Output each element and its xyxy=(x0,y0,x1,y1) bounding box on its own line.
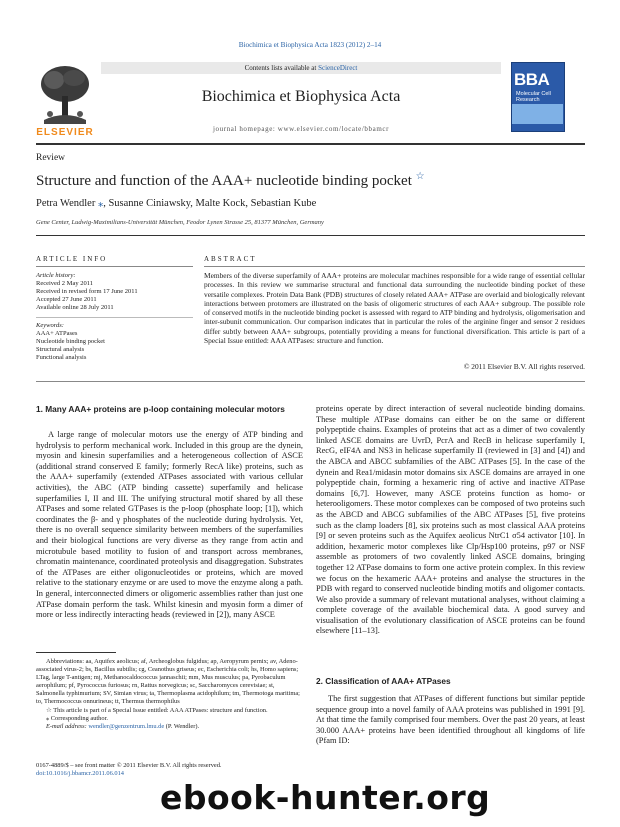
issn-line: 0167-4889/$ – see front matter © 2011 Elsevier B.V. All rights reserved. xyxy=(36,762,222,769)
keyword: AAA+ ATPases xyxy=(36,330,78,337)
keywords-rule xyxy=(36,317,193,318)
section-1-text: A large range of molecular motors use the energy of ATP binding and hydrolysis to perform mechanical work. Included in this group are the dynein, myosin and kinesin superfamilies and a heterogeneous collection of ASCE (additional strand conserved E family; formerly RecA like) proteins, such as the AAA+ superfamily (extended ATPases associated with various cellular activities), the ABC (ATP binding cassette) superfamily and helicase superfamilies I, II and III. The unifying structural motif shared by all these ATPases and some related GTPases is the p-loop (phosphate loop; [1]), which coordinates the β- and γ phosphates of the nucleotide during hydrolysis. Yet, there is no overall sequence similarity between members of the superfamilies and their biological functions are very diverse as they range from actin and microtubule based motility to fusion of and transport across membranes, chromatin maintenance, coordinated proteolysis and disaggregation. Substrates of the ATPases are either oligonucleotides or proteins, which are moved relative to the stationary enzyme or are used to move the enzyme along a path. In general, interconnected dimers or oligomeric assemblies rather than just one ATPase domain perform the task. Whilst kinesin and myosin form a dimer of more or less indirectly interacting heads (reviewed in [2]), many ASCE xyxy=(36,430,303,620)
sciencedirect-link[interactable]: ScienceDirect xyxy=(318,64,358,72)
title-footnote-star-icon[interactable]: ☆ xyxy=(415,171,425,182)
paper-title xyxy=(36,171,425,190)
article-info-heading: ARTICLE INFO xyxy=(36,255,108,263)
email-link[interactable]: wendler@genzentrum.lmu.de xyxy=(88,722,165,730)
copyright: © 2011 Elsevier B.V. All rights reserved. xyxy=(463,362,585,371)
watermark: ebook-hunter.org xyxy=(160,778,491,817)
journal-homepage[interactable]: journal homepage: www.elsevier.com/locate/bbamcr xyxy=(212,125,390,133)
corresponding-author-mark[interactable]: ⁎ xyxy=(95,198,104,209)
abstract-rule xyxy=(204,266,585,267)
journal-reference[interactable]: Biochimica et Biophysica Acta 1823 (2012) 2–14 xyxy=(238,41,382,49)
section-2-heading: 2. Classification of AAA+ ATPases xyxy=(316,676,451,686)
keyword: Nucleotide binding pocket xyxy=(36,338,105,345)
contents-available-bar xyxy=(101,62,501,74)
email-suffix: (P. Wendler). xyxy=(164,722,200,730)
abstract-heading: ABSTRACT xyxy=(204,255,257,263)
abstract-text: Members of the diverse superfamily of AAA+ proteins are molecular machines responsible for a wide range of essential cellular processes. In this review we summarise structural and functional data surrounding the nucleotide binding pocket of these versatile complexes. Protein Data Bank (PDB) structures of closely related AAA+ ATPase are overlaid and biologically relevant interactions between protomers are illustrated on the basis of oligomeric structures of each AAA+ subgroup. The possible role of conserved motifs in the nucleotide binding pocket is assessed with regard to ATP binding and hydrolysis, oligomerisation and inter-subunit communication. Our comparison indicates that in particular the roles of the arginine finger and sensor 2 residues differ subtly between AAA+ subgroups, potentially providing a means for functional diversification. This article is part of a Special Issue entitled: AAA ATPases: structure and function. xyxy=(204,271,585,346)
history-label: Article history: xyxy=(36,272,76,279)
cover-subtitle: Molecular Cell Research xyxy=(516,91,551,103)
corresponding-author-note: ⁎ Corresponding author. xyxy=(46,714,108,722)
contents-prefix: Contents lists available at xyxy=(244,64,319,72)
first-author: Petra Wendler xyxy=(36,198,96,209)
doi-link[interactable]: doi:10.1016/j.bbamcr.2011.06.014 xyxy=(36,770,124,778)
elsevier-wordmark: ELSEVIER xyxy=(36,127,94,138)
abbreviations-note: Abbreviations: aa, Aquifex aeolicus; af, Archeoglobus fulgidus; ap, Aeropyrum pernix; av, Adeno-associated virus-2; bs, Bacillus subtilis; cg, Ceanothus griseus; ec, Escherichia coli; hs, Homo sapiens; LTag, large T-antigen; mj, Methanocaldococcus jannaschii; mm, Mus musculus; pa, Pyrobaculum aerophilum; pf, Pyrococcus furiosus; rn, Rattus norvegicus; sc, Saccharomyces cerevisiae; st, Salmonella typhimurium; SV, Simian virus; ta, Thermoplasma acidophilum; tm, Thermotoga maritima; to, Thermococcus onnurineus; tt, Thermus thermophilus xyxy=(36,658,300,706)
keywords-label: Keywords: xyxy=(36,322,64,329)
affiliation: Gene Center, Ludwig-Maximilians-Universität München, Feodor Lynen Strasse 25, 81377 München, Germany xyxy=(36,219,324,226)
section-2-text: The first suggestion that ATPases of different functions but similar peptide sequence group into a novel family of AAA proteins was published in 1991 [9]. At that time the family comprised four members. Over the past 20 years, at least 30.000 AAA+ proteins have been identified throughout all kingdoms of life (Pfam ID: xyxy=(316,694,585,746)
special-issue-note: ☆ This article is part of a Special Issue entitled: AAA ATPases: structure and function. xyxy=(46,706,268,714)
journal-title: Biochimica et Biophysica Acta xyxy=(201,88,401,105)
keyword: Functional analysis xyxy=(36,354,87,361)
section-1-heading: 1. Many AAA+ proteins are p-loop containing molecular motors xyxy=(36,404,285,414)
history-item: Received 2 May 2011 xyxy=(36,280,93,287)
cover-band xyxy=(512,104,563,124)
title-rule xyxy=(36,235,585,236)
author-list xyxy=(36,197,316,209)
cover-title: BBA xyxy=(514,70,550,89)
issn-block xyxy=(36,762,222,778)
footnote-rule xyxy=(36,652,116,653)
paper-title-text: Structure and function of the AAA+ nucleotide binding pocket xyxy=(36,173,412,189)
header-rule xyxy=(36,143,585,145)
elsevier-tree-logo xyxy=(36,62,94,136)
article-type: Review xyxy=(36,153,66,163)
history-item: Available online 28 July 2011 xyxy=(36,304,114,311)
abstract-end-rule xyxy=(36,381,585,382)
history-item: Received in revised form 17 June 2011 xyxy=(36,288,138,295)
column-2-text: proteins operate by direct interaction of several nucleotide binding domains. These multiple ATPase domains can either be on the same or different polypeptide chains. Examples of proteins that act as a dimer of two covalently linked ASCE domains are UvrD, PcrA and RecB in helicase superfamily I, RecG, eIF4A and NS3 in helicase superfamily II (reviewed in [3] and [4]) and the ABCA and ABCC subfamilies of the ABC ATPases [5]. In the case of the dynein and Rea1/midasin motor domains six ASCE domains are arrayed in one polypeptide chain, forming a hexameric ring of active and inactive ATPase domains [6,7]. However, many ASCE proteins function as homo- or heterooligomers. These motor complexes can be composed of two proteins such as the ABCD and ABCG subfamilies of the ABC ATPases [5], five proteins such as the clamp loaders [8], six proteins such as most classical AAA proteins [9] or seven proteins such as the Aquifex aeolicus NtrC1 σ54 activator [10]. In addition, hexameric motor complexes like Clp/Hsp100 proteins, p97 or NSF assemble as protomers of two covalently linked ASCE domains, bringing together 12 ATPase domains to form one active protein complex. In this review we focus on the hexameric AAA+ proteins and analyse the structures in the PDB with regard to conserved nucleotide binding motifs and oligomer contacts. We also provide a summary of relevant mutational analyses, without claiming a complete coverage of the available biochemical data. A good survey and visualisation of the evolutionary classification of ASCE proteins can be found elsewhere [11–13]. xyxy=(316,404,585,636)
footnotes xyxy=(36,658,303,731)
keyword: Structural analysis xyxy=(36,346,85,353)
other-authors: , Susanne Ciniawsky, Malte Kock, Sebastian Kube xyxy=(103,198,317,209)
history-item: Accepted 27 June 2011 xyxy=(36,296,97,303)
article-info-rule xyxy=(36,266,193,267)
email-label: E-mail address: xyxy=(46,722,89,730)
